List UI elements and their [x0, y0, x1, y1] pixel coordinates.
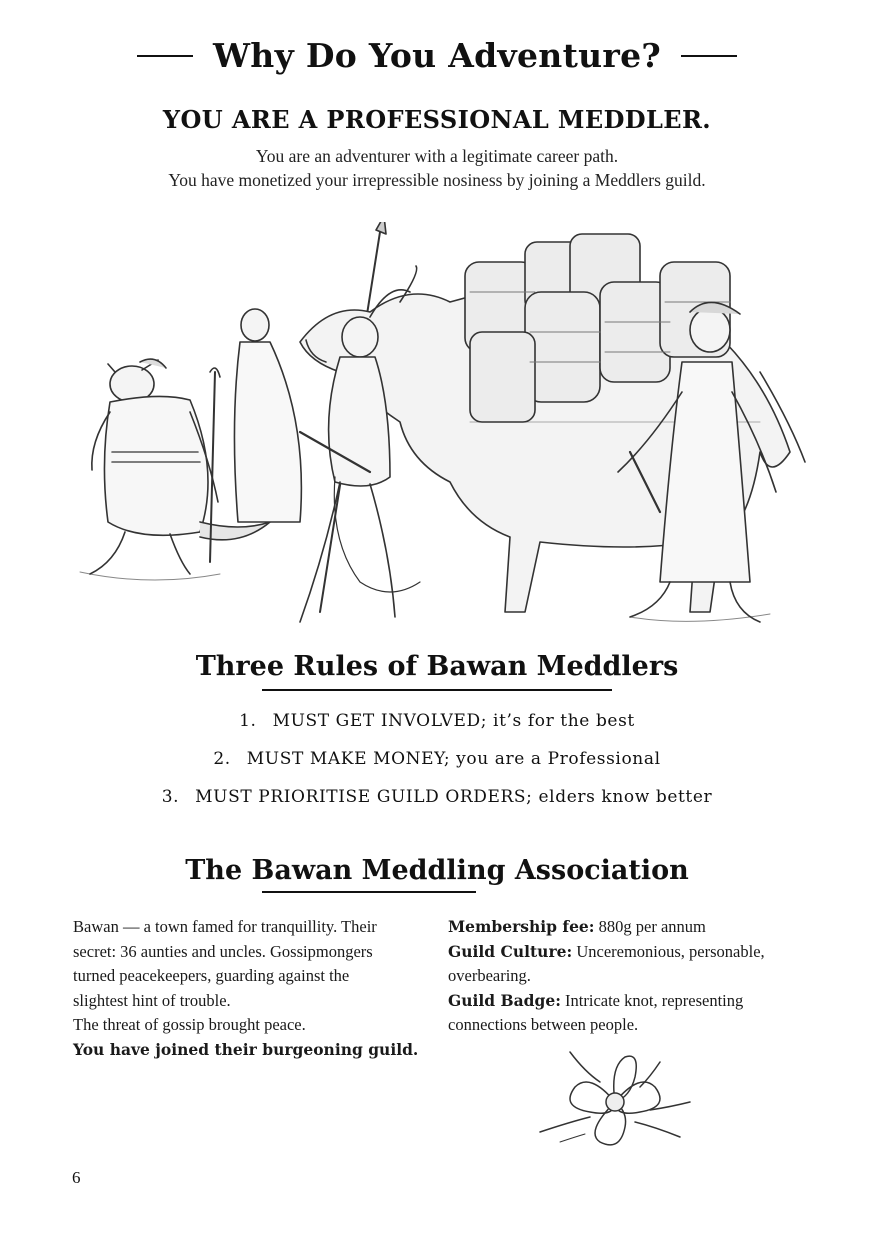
section-subtitle: YOU ARE A PROFESSIONAL MEDDLER. — [162, 105, 712, 134]
guild-culture — [448, 940, 818, 989]
description-line: Bawan — a town famed for tranquillity. Their — [73, 917, 377, 936]
association-description — [73, 915, 438, 1062]
page-title-row — [0, 36, 874, 75]
culture-label: Guild Culture: — [448, 941, 573, 961]
description-line: slightest hint of trouble. — [73, 990, 231, 1010]
association-heading: The Bawan Meddling Association — [185, 855, 689, 886]
badge-value: Intricate knot, representing connections between people. — [448, 990, 744, 1034]
rules-heading: Three Rules of Bawan Meddlers — [195, 651, 679, 682]
rule-rest: it’s for the best — [487, 711, 635, 731]
rule-caps: MUST PRIORITISE GUILD ORDERS; — [195, 787, 533, 807]
intro-line: You are an adventurer with a legitimate career path. — [255, 146, 619, 166]
description-emphasis: You have joined their burgeoning guild. — [73, 1039, 419, 1059]
title-rule-left — [137, 55, 193, 57]
badge-label: Guild Badge: — [448, 990, 561, 1010]
rules-list — [0, 708, 874, 822]
title-rule-right — [681, 55, 737, 57]
fee-value: 880g per annum — [594, 917, 706, 936]
rule-item — [0, 784, 874, 822]
rule-rest: elders know better — [532, 787, 713, 807]
guild-badge — [448, 989, 818, 1038]
rule-caps: MUST GET INVOLVED; — [272, 711, 488, 731]
intro-line: You have monetized your irrepressible nosiness by joining a Meddlers guild. — [168, 170, 706, 190]
woman-figure — [210, 309, 301, 562]
rule-item — [0, 708, 874, 746]
page-number: 6 — [72, 1168, 81, 1187]
rule-item — [0, 746, 874, 784]
fee-label: Membership fee: — [448, 917, 595, 936]
rules-heading-underline — [262, 689, 612, 691]
membership-fee — [448, 915, 818, 940]
guild-facts — [448, 915, 818, 1038]
description-line: secret: 36 aunties and uncles. Gossipmongers — [73, 941, 373, 961]
culture-value: Unceremonious, personable, overbearing. — [448, 941, 765, 985]
rule-rest: you are a Professional — [450, 749, 661, 769]
page-title: Why Do You Adventure? — [212, 36, 662, 75]
rule-number: 1. — [239, 711, 257, 731]
caravan-illustration — [70, 222, 810, 637]
description-line: The threat of gossip brought peace. — [73, 1015, 306, 1034]
rule-number: 3. — [161, 787, 180, 807]
description-line: turned peacekeepers, guarding against the — [73, 966, 350, 985]
rule-number: 2. — [213, 749, 231, 769]
knot-badge-icon — [530, 1042, 700, 1160]
rule-caps: MUST MAKE MONEY; — [246, 749, 451, 769]
association-heading-underline — [262, 891, 476, 893]
intro-text — [0, 144, 874, 192]
